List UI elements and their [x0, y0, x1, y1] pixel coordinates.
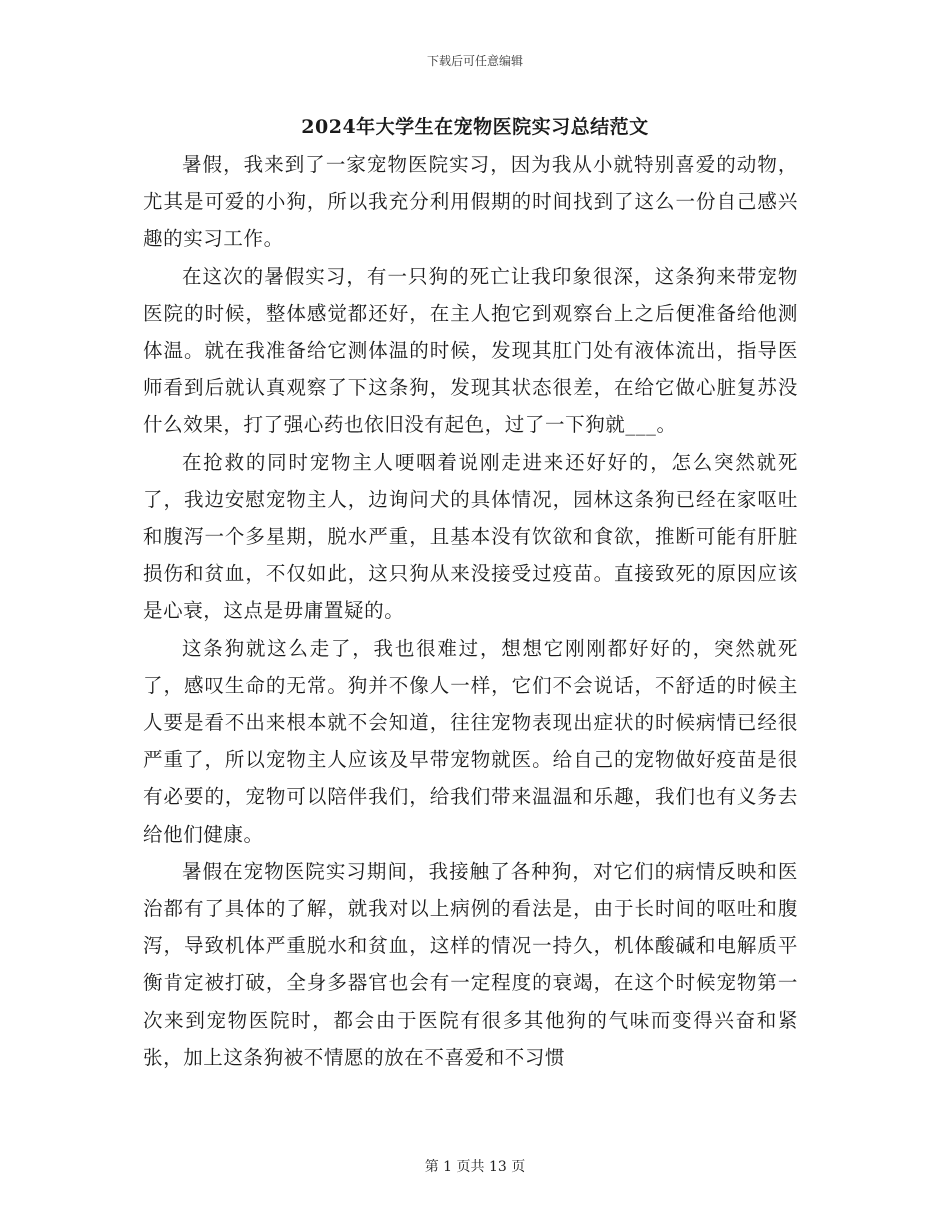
- paragraph: 这条狗就这么走了，我也很难过，想想它刚刚都好好的，突然就死了，感叹生命的无常。狗并不像人一样，它们不会说话，不舒适的时候主人要是看不出来根本就不会知道，往往宠物表现出症状的时候病情已经很严重了，所以宠物主人应该及早带宠物就医。给自己的宠物做好疫苗是很有必要的，宠物可以陪伴我们，给我们带来温温和乐趣，我们也有义务去给他们健康。: [143, 636, 798, 846]
- document-title: 2024年大学生在宠物医院实习总结范文: [301, 116, 649, 138]
- page-number: 第 1 页共 13 页: [424, 1159, 526, 1175]
- paragraph: 暑假在宠物医院实习期间，我接触了各种狗，对它们的病情反映和医治都有了具体的了解，就我对以上病例的看法是，由于长时间的呕吐和腹泻，导致机体严重脱水和贫血，这样的情况一持久，机体酸碱和电解质平衡肯定被打破，全身多器官也会有一定程度的衰竭，在这个时候宠物第一次来到宠物医院时，都会由于医院有很多其他狗的气味而变得兴奋和紧张，加上这条狗被不情愿的放在不喜爱和不习惯: [143, 859, 798, 1069]
- paragraph: 暑假，我来到了一家宠物医院实习，因为我从小就特别喜爱的动物，尤其是可爱的小狗，所以我充分利用假期的时间找到了这么一份自己感兴趣的实习工作。: [143, 153, 798, 251]
- page-header-note: 下载后可任意编辑: [426, 54, 523, 68]
- paragraph: 在抢救的同时宠物主人哽咽着说刚走进来还好好的，怎么突然就死了，我边安慰宠物主人，边询问犬的具体情况，园林这条狗已经在家呕吐和腹泻一个多星期，脱水严重，且基本没有饮欲和食欲，推断可能有肝脏损伤和贫血，不仅如此，这只狗从来没接受过疫苗。直接致死的原因应该是心衰，这点是毋庸置疑的。: [143, 450, 798, 623]
- paragraph: 在这次的暑假实习，有一只狗的死亡让我印象很深，这条狗来带宠物医院的时候，整体感觉都还好，在主人抱它到观察台上之后便准备给他测体温。就在我准备给它测体温的时候，发现其肛门处有液体流出，指导医师看到后就认真观察了下这条狗，发现其状态很差，在给它做心脏复苏没什么效果，打了强心药也依旧没有起色，过了一下狗就___。: [143, 264, 798, 437]
- document-body: [143, 146, 798, 1076]
